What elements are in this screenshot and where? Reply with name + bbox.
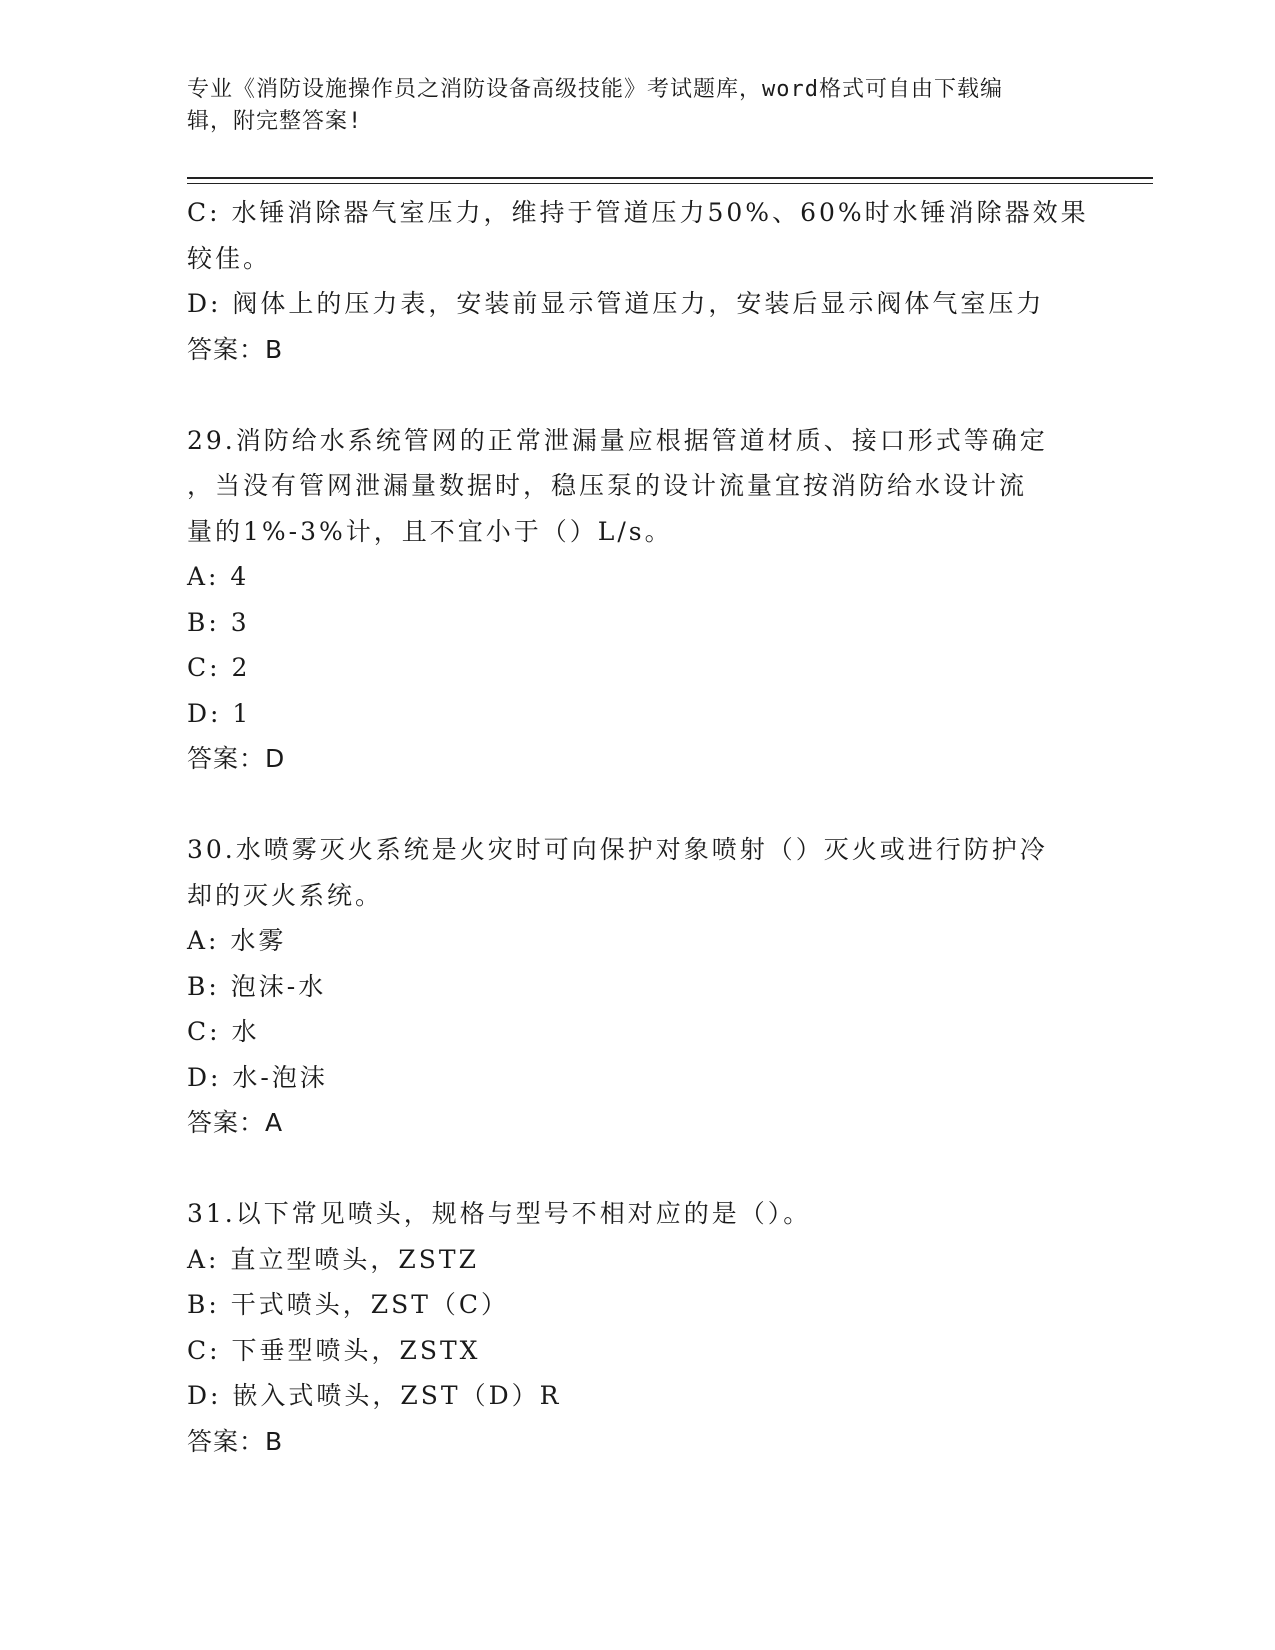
question-29 — [187, 418, 1087, 782]
option-b: B: 干式喷头，ZST（C） — [187, 1290, 510, 1319]
header-line-1: 专业《消防设施操作员之消防设备高级技能》考试题库，word格式可自由下载编 — [187, 77, 1003, 102]
option-a: A: 4 — [187, 562, 250, 591]
question-spacer — [187, 1146, 1087, 1192]
option-b: B: 3 — [187, 607, 250, 637]
option-d: D: 水-泡沫 — [187, 1062, 328, 1092]
question-stem-line: 31.以下常见喷头，规格与型号不相对应的是（）。 — [187, 1199, 812, 1228]
option-a: A: 直立型喷头，ZSTZ — [187, 1244, 479, 1274]
header-divider-thin — [187, 183, 1153, 184]
option-a: A: 水雾 — [187, 926, 287, 955]
question-stem-line: 却的灭火系统。 — [187, 880, 384, 910]
question-stem-line: 量的1%-3%计，且不宜小于（）L/s。 — [187, 516, 673, 546]
question-stem-line: 29.消防给水系统管网的正常泄漏量应根据管道材质、接口形式等确定 — [187, 425, 1048, 455]
answer-line: 答案：B — [187, 334, 284, 364]
question-stem-line: ，当没有管网泄漏量数据时，稳压泵的设计流量宜按消防给水设计流 — [187, 471, 1028, 500]
answer-line: 答案：A — [187, 1108, 284, 1137]
document-header — [187, 74, 1087, 138]
question-stem-line: 30.水喷雾灭火系统是火灾时可向保护对象喷射（）灭火或进行防护冷 — [187, 835, 1048, 864]
option-c: C: 2 — [187, 653, 251, 682]
option-d: D: 阀体上的压力表，安装前显示管道压力，安装后显示阀体气室压力 — [187, 289, 1045, 318]
question-30 — [187, 827, 1087, 1146]
question-content — [187, 190, 1087, 1464]
question-spacer — [187, 782, 1087, 828]
option-d: D: 嵌入式喷头，ZST（D）R — [187, 1381, 562, 1410]
header-line-2: 辑，附完整答案! — [187, 109, 363, 134]
option-b: B: 泡沫-水 — [187, 971, 327, 1001]
option-c: C: 下垂型喷头，ZSTX — [187, 1335, 481, 1365]
answer-line: 答案：D — [187, 744, 286, 773]
option-c: C: 水 — [187, 1017, 260, 1046]
header-divider-thick — [187, 177, 1153, 179]
option-d: D: 1 — [187, 698, 252, 728]
answer-line: 答案：B — [187, 1426, 284, 1456]
question-31 — [187, 1191, 1087, 1464]
prev-question-block — [187, 190, 1087, 372]
option-c-line-1: C: 水锤消除器气室压力，维持于管道压力50%、60%时水锤消除器效果 — [187, 198, 1089, 227]
question-spacer — [187, 372, 1087, 418]
option-c-line-2: 较佳。 — [187, 243, 272, 273]
